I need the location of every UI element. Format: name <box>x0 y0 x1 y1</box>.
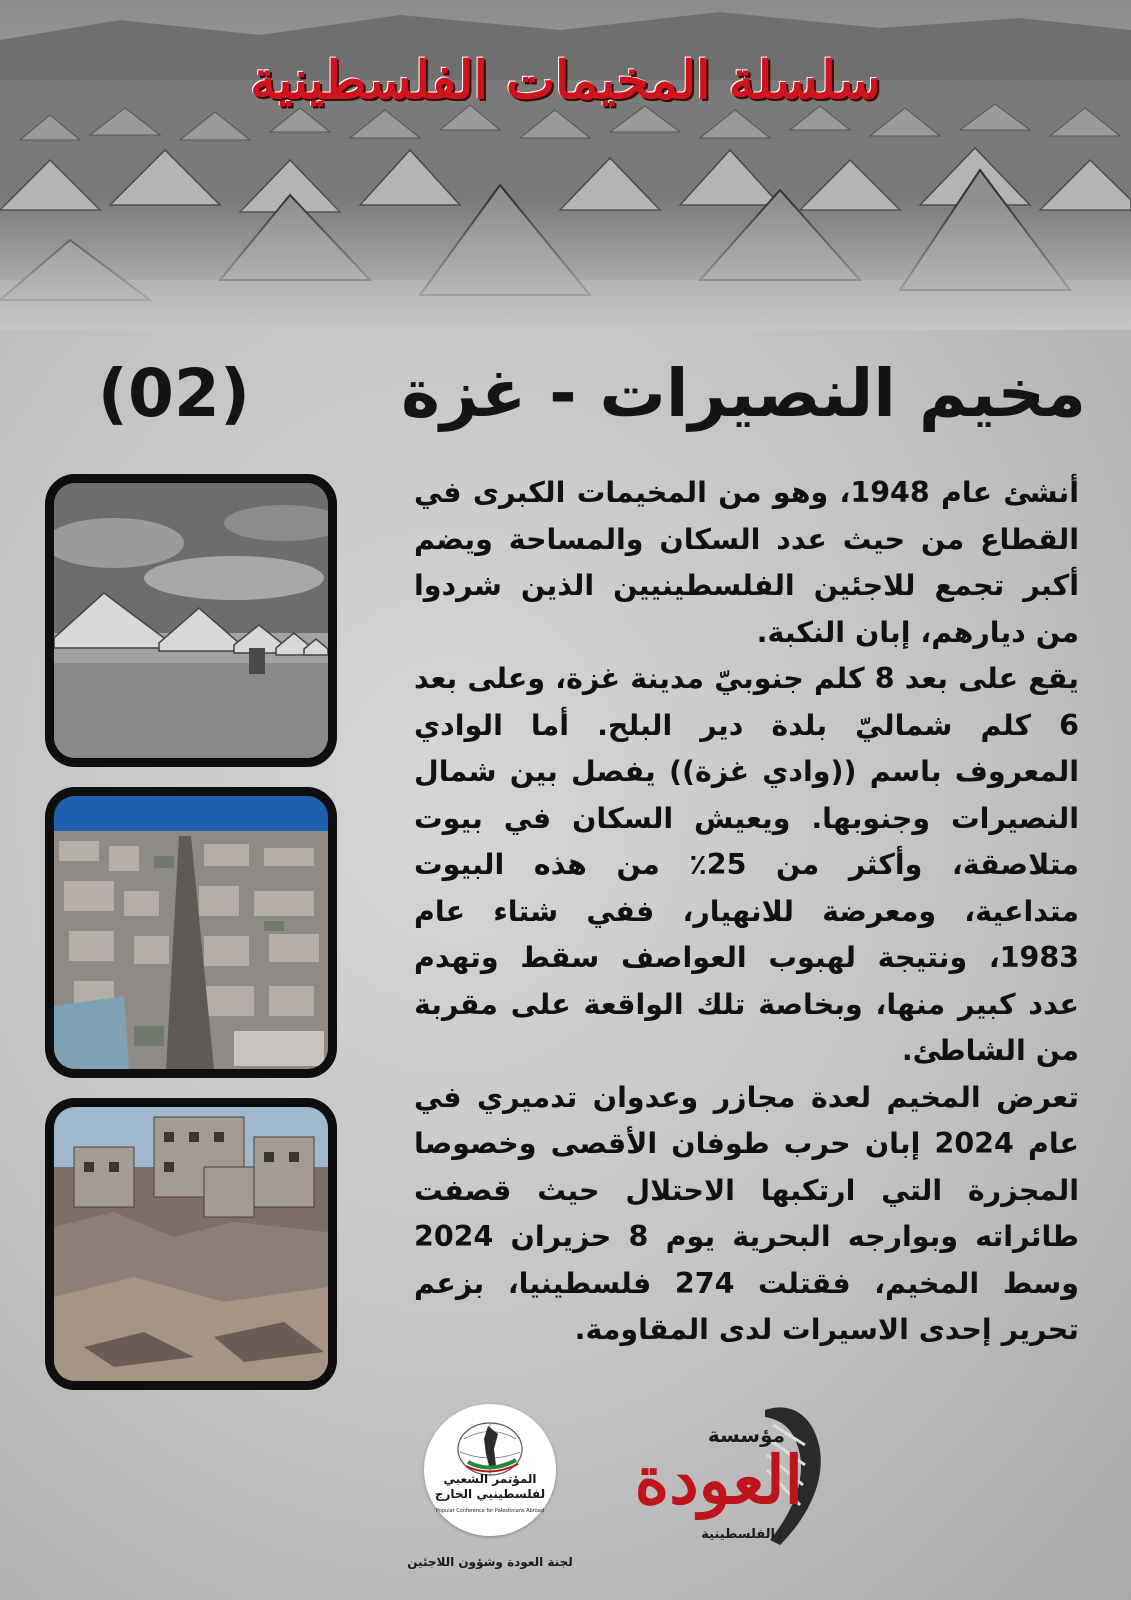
awda-top-text: مؤسسة <box>707 1423 785 1447</box>
episode-number: (02) <box>97 355 250 432</box>
city-image-icon <box>54 796 328 1069</box>
popular-conference-logo <box>424 1404 556 1536</box>
destroyed-buildings-photo <box>45 1098 337 1390</box>
globe-map-icon <box>424 1404 556 1536</box>
paragraph-location: يقع على بعد 8 كلم جنوبيّ مدينة غزة، وعلى بعد 6 كلم شماليّ بلدة دير البلح. أما الوادي المعروف باسم ((وادي غزة)) يفصل بين شمال النصيرات وجنوبها. ويعيش السكان في بيوت متلاصقة، وأكثر من 25٪ من هذه البيوت متداعية، ومعرضة للانهيار، ففي شتاء عام 1983، ونتيجة لهبوب العواصف سقط وتهدم عدد كبير منها، وبخاصة تلك الواقعة على مقربة من الشاطئ. <box>414 662 1080 1067</box>
body-text <box>414 470 1079 1354</box>
aerial-city-photo <box>45 787 337 1078</box>
awda-bottom-text: الفلسطينية <box>701 1527 775 1542</box>
series-title: سلسلة المخيمات الفلسطينية <box>250 50 881 111</box>
awda-foundation-logo <box>634 1405 845 1555</box>
conference-name-line1: المؤتمر الشعبي <box>443 1472 537 1486</box>
awda-main-text: العودة <box>634 1441 803 1519</box>
rubble-image-icon <box>54 1107 328 1381</box>
committee-caption: لجنة العودة وشؤون اللاجئين <box>407 1555 573 1569</box>
conference-name-line2: لفلسطينيي الخارج <box>434 1487 546 1501</box>
conference-name-english: Popular Conference for Palestinians Abroad <box>435 1508 545 1514</box>
tents-image-icon <box>54 483 328 758</box>
camp-title: مخيم النصيرات - غزة <box>401 355 1086 432</box>
paragraph-founding: أنشئ عام 1948، وهو من المخيمات الكبرى في القطاع من حيث عدد السكان والمساحة ويضم أكبر تجمع للاجئين الفلسطينيين الذين شردوا من ديارهم، إبان النكبة. <box>414 476 1080 649</box>
historic-tents-photo <box>45 474 337 767</box>
paragraph-massacre: تعرض المخيم لعدة مجازر وعدوان تدميري في عام 2024 إبان حرب طوفان الأقصى وخصوصا المجزرة التي ارتكبها الاحتلال حيث قصفت طائراته وبوارجه البحرية يوم 8 حزيران 2024 وسط المخيم، فقتلت 274 فلسطينيا، بزعم تحرير إحدى الاسيرات لدى المقاومة. <box>414 1080 1080 1346</box>
